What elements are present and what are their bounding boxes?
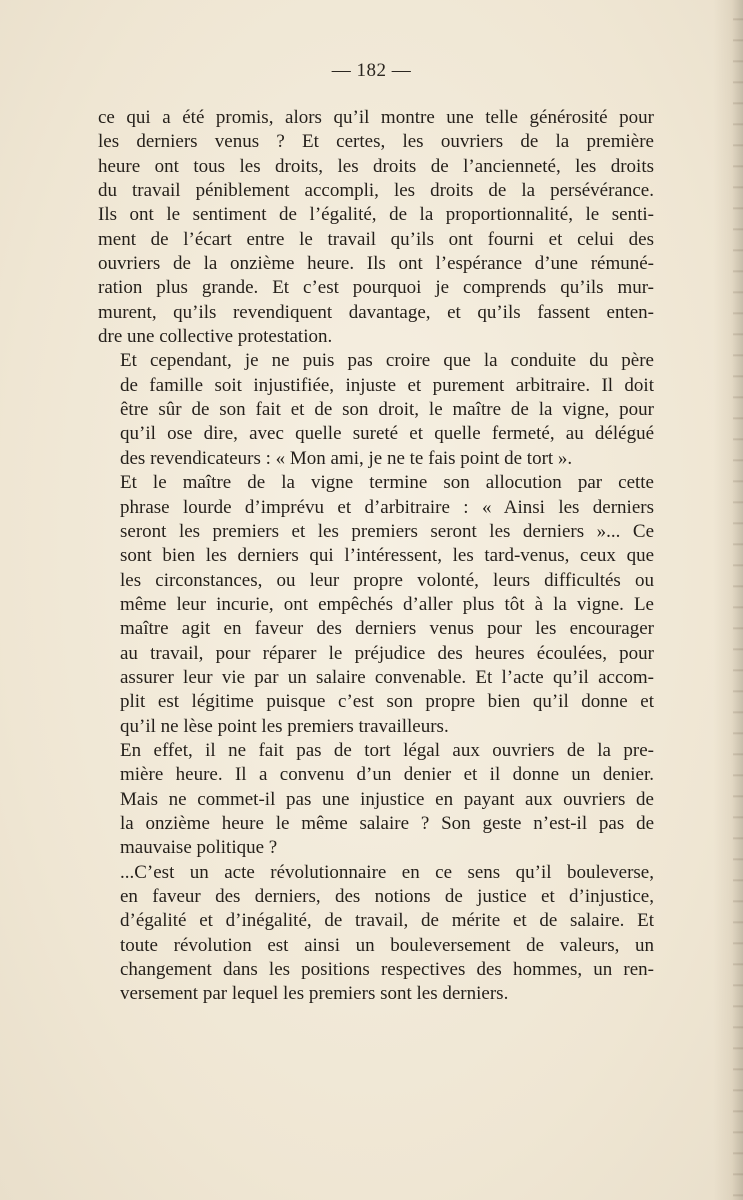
text-line: ce qui a été promis, alors qu’il montre une telle générosité pour xyxy=(98,107,654,128)
text-line: être sûr de son fait et de son droit, le maître de la vigne, pour xyxy=(120,399,654,421)
text-line: ration plus grande. Et c’est pourquoi je comprends qu’ils mur- xyxy=(98,277,654,299)
text-line: Ils ont le sentiment de l’égalité, de la proportionnalité, le senti- xyxy=(98,204,654,226)
text-line: les derniers venus ? Et certes, les ouvriers de la première xyxy=(98,131,654,153)
paragraph-1 xyxy=(98,106,654,349)
paragraph-4 xyxy=(98,739,654,861)
text-line: de famille soit injustifiée, injuste et purement arbitraire. Il doit xyxy=(120,374,654,396)
paragraph-3 xyxy=(98,471,654,739)
text-line: toute révolution est ainsi un bouleversement de valeurs, un xyxy=(120,934,654,956)
text-line: changement dans les positions respectives des hommes, un ren- xyxy=(120,959,654,981)
text-line: plit est légitime puisque c’est son propre bien qu’il donne et xyxy=(120,691,654,713)
text-line: Et cependant, je ne puis pas croire que la conduite du père xyxy=(120,350,654,372)
text-line: ment de l’écart entre le travail qu’ils ont fourni et celui des xyxy=(98,228,654,250)
text-line: mauvaise politique ? xyxy=(120,837,278,859)
text-line: Et le maître de la vigne termine son allocution par cette xyxy=(120,472,654,494)
page-body-text xyxy=(98,106,654,1007)
text-line: phrase lourde d’imprévu et d’arbitraire : « Ainsi les derniers xyxy=(120,496,654,518)
text-line: qu’il ne lèse point les premiers travailleurs. xyxy=(120,715,449,737)
text-line: murent, qu’ils revendiquent davantage, et qu’ils fassent enten- xyxy=(98,301,654,323)
page-number: — 182 — xyxy=(331,60,412,81)
text-line: maître agit en faveur des derniers venus pour les encourager xyxy=(120,618,654,640)
text-line: En effet, il ne fait pas de tort légal aux ouvriers de la pre- xyxy=(120,739,654,761)
text-line: ...C’est un acte révolutionnaire en ce sens qu’il bouleverse, xyxy=(120,861,654,883)
text-line: Mais ne commet-il pas une injustice en payant aux ouvriers de xyxy=(120,788,654,810)
text-line: les circonstances, ou leur propre volonté, leurs difficultés ou xyxy=(120,569,654,591)
text-line: heure ont tous les droits, les droits de l’ancienneté, les droits xyxy=(98,155,654,177)
paragraph-2 xyxy=(98,349,654,471)
text-line: sont bien les derniers qui l’intéressent, les tard-venus, ceux que xyxy=(120,545,654,567)
text-line: du travail péniblement accompli, les droits de la persévérance. xyxy=(98,180,654,202)
text-line: qu’il ose dire, avec quelle sureté et quelle fermeté, au délégué xyxy=(120,423,654,445)
text-line: dre une collective protestation. xyxy=(98,326,333,348)
text-line: au travail, pour réparer le préjudice des heures écoulées, pour xyxy=(120,642,654,664)
text-line: des revendicateurs : « Mon ami, je ne te fais point de tort ». xyxy=(120,447,573,469)
text-line: même leur incurie, ont empêchés d’aller plus tôt à la vigne. Le xyxy=(120,593,654,615)
text-line: seront les premiers et les premiers seront les derniers »... Ce xyxy=(120,520,654,542)
paragraph-5 xyxy=(98,861,654,1007)
text-line: assurer leur vie par un salaire convenable. Et l’acte qu’il accom- xyxy=(120,666,654,688)
page-edge-shadow xyxy=(733,0,743,1200)
text-line: mière heure. Il a convenu d’un denier et il donne un denier. xyxy=(120,764,654,786)
text-line: d’égalité et d’inégalité, de travail, de mérite et de salaire. Et xyxy=(120,910,654,932)
text-line: la onzième heure le même salaire ? Son geste n’est-il pas de xyxy=(120,812,654,834)
text-line: ouvriers de la onzième heure. Ils ont l’espérance d’une rémuné- xyxy=(98,253,654,275)
text-line: versement par lequel les premiers sont les derniers. xyxy=(120,983,509,1005)
text-line: en faveur des derniers, des notions de justice et d’injustice, xyxy=(120,886,654,907)
